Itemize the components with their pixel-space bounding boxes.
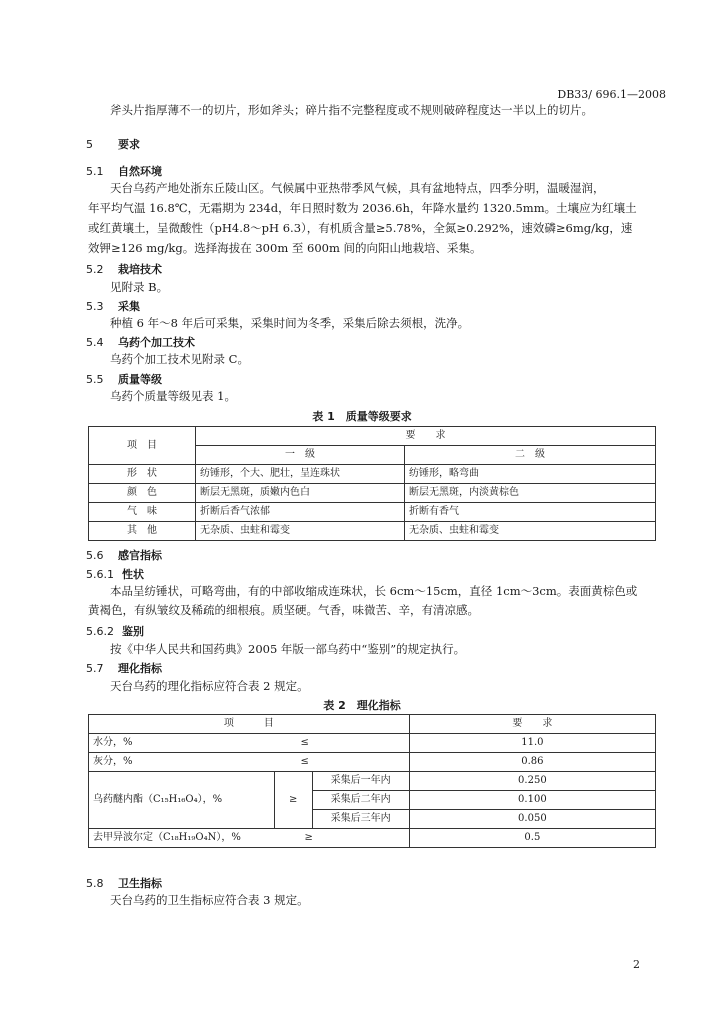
table-row — [89, 753, 656, 772]
operator: ≥ — [304, 832, 313, 843]
section-number: 5.1 — [86, 165, 104, 178]
section-title: 性状 — [122, 568, 144, 581]
page-number: 2 — [633, 958, 640, 971]
header-requirement: 要 求 — [409, 715, 655, 734]
paragraph-line: 黄褐色，有纵皱纹及稀疏的细根痕。质坚硬。气香，味微苦、辛，有清凉感。 — [88, 603, 479, 617]
row-grade-2: 断层无黑斑，内淡黄棕色 — [405, 484, 656, 503]
row-grade-1: 折断后香气浓郁 — [196, 503, 405, 522]
row-item — [89, 734, 410, 753]
section-title: 卫生指标 — [118, 877, 162, 890]
paragraph: 种植 6 年～8 年后可采集，采集时间为冬季，采集后除去须根，洗净。 — [110, 316, 470, 330]
table-2-caption: 表 2 理化指标 — [323, 699, 401, 712]
paragraph-line: 本品呈纺锤状，可略弯曲，有的中部收缩成连珠状，长 6cm～15cm，直径 1cm～3cm。表面黄棕色或 — [110, 584, 638, 598]
item-name: 水分，% — [93, 737, 133, 748]
row-item: 颜 色 — [89, 484, 196, 503]
row-item: 气 味 — [89, 503, 196, 522]
row-item — [89, 753, 410, 772]
section-heading — [86, 298, 140, 314]
paragraph-line: 年平均气温 16.8℃，无霜期为 234d，年日照时数为 2036.6h，年降水量约 1320.5mm。土壤应为红壤土 — [88, 201, 637, 215]
paragraph: 按《中华人民共和国药典》2005 年版一部乌药中“鉴别”的规定执行。 — [110, 642, 466, 656]
row-value: 11.0 — [409, 734, 655, 753]
section-heading — [86, 136, 140, 152]
item-name: 灰分，% — [93, 756, 133, 767]
header-grade-1: 一 级 — [196, 446, 405, 465]
table-header-row — [89, 715, 656, 734]
header-item: 项 目 — [89, 427, 196, 465]
table-row — [89, 734, 656, 753]
paragraph: 天台乌药的卫生指标应符合表 3 规定。 — [110, 893, 309, 907]
row-grade-1: 断层无黑斑，质嫩内色白 — [196, 484, 405, 503]
table-row — [89, 465, 656, 484]
row-item: 其 他 — [89, 522, 196, 541]
section-title: 理化指标 — [118, 662, 162, 675]
table-header-row — [89, 427, 656, 446]
section-title: 栽培技术 — [118, 263, 162, 276]
section-number: 5 — [86, 138, 93, 151]
sub-item: 采集后二年内 — [312, 791, 409, 810]
section-heading — [86, 566, 144, 582]
table-row — [89, 522, 656, 541]
row-grade-1: 无杂质、虫蛀和霉变 — [196, 522, 405, 541]
paragraph: 乌药个质量等级见表 1。 — [110, 389, 236, 403]
section-number: 5.6 — [86, 549, 104, 562]
section-title: 质量等级 — [118, 373, 162, 386]
row-value: 0.050 — [409, 810, 655, 829]
section-number: 5.4 — [86, 336, 104, 349]
paragraph: 乌药个加工技术见附录 C。 — [110, 352, 249, 366]
paragraph: 见附录 B。 — [110, 280, 169, 294]
section-number: 5.8 — [86, 877, 104, 890]
quality-grade-table — [88, 426, 656, 541]
operator: ≤ — [300, 737, 309, 748]
header-item: 项 目 — [89, 715, 410, 734]
operator: ≥ — [274, 772, 312, 829]
section-title: 乌药个加工技术 — [118, 336, 195, 349]
item-name: 去甲异波尔定（C₁₈H₁₉O₄N），% — [93, 832, 241, 843]
section-title: 感官指标 — [118, 549, 162, 562]
table-row — [89, 503, 656, 522]
paragraph-line: 效钾≥126 mg/kg。选择海拔在 300m 至 600m 间的向阳山地栽培、采集。 — [88, 241, 482, 255]
row-grade-2: 无杂质、虫蛀和霉变 — [405, 522, 656, 541]
section-heading — [86, 547, 162, 563]
header-grade-2: 二 级 — [405, 446, 656, 465]
section-heading — [86, 334, 195, 350]
row-grade-1: 纺锤形，个大、肥壮，呈连珠状 — [196, 465, 405, 484]
sub-item: 采集后三年内 — [312, 810, 409, 829]
row-item: 乌药醚内酯（C₁₅H₁₆O₄），% — [89, 772, 275, 829]
physicochemical-table — [88, 714, 656, 848]
section-number: 5.2 — [86, 263, 104, 276]
section-heading — [86, 660, 162, 676]
standard-code: DB33/ 696.1—2008 — [557, 88, 666, 101]
section-number: 5.3 — [86, 300, 104, 313]
section-heading — [86, 623, 144, 639]
paragraph-line: 或红黄壤土，呈微酸性（pH4.8～pH 6.3），有机质含量≥5.78%，全氮≥0.292%，速效磷≥6mg/kg，速 — [88, 221, 633, 235]
section-title: 要求 — [118, 138, 140, 151]
row-value: 0.86 — [409, 753, 655, 772]
section-number: 5.6.2 — [86, 625, 114, 638]
section-heading — [86, 875, 162, 891]
section-heading — [86, 163, 162, 179]
table-row — [89, 829, 656, 848]
row-item — [89, 829, 410, 848]
section-number: 5.7 — [86, 662, 104, 675]
row-value: 0.5 — [409, 829, 655, 848]
section-title: 鉴别 — [122, 625, 144, 638]
row-item: 形 状 — [89, 465, 196, 484]
section-number: 5.5 — [86, 373, 104, 386]
table-row — [89, 484, 656, 503]
operator: ≤ — [300, 756, 309, 767]
row-value: 0.250 — [409, 772, 655, 791]
paragraph: 斧头片指厚薄不一的切片，形如斧头；碎片指不完整程度或不规则破碎程度达一半以上的切片。 — [110, 103, 593, 117]
section-heading — [86, 261, 162, 277]
paragraph-line: 天台乌药产地处浙东丘陵山区。气候属中亚热带季风气候，具有盆地特点，四季分明，温暖湿润， — [110, 181, 605, 195]
row-value: 0.100 — [409, 791, 655, 810]
table-row — [89, 772, 656, 791]
section-heading — [86, 371, 162, 387]
section-number: 5.6.1 — [86, 568, 114, 581]
paragraph: 天台乌药的理化指标应符合表 2 规定。 — [110, 679, 309, 693]
section-title: 自然环境 — [118, 165, 162, 178]
table-1-caption: 表 1 质量等级要求 — [312, 410, 412, 423]
section-title: 采集 — [118, 300, 140, 313]
row-grade-2: 纺锤形，略弯曲 — [405, 465, 656, 484]
sub-item: 采集后一年内 — [312, 772, 409, 791]
row-grade-2: 折断有香气 — [405, 503, 656, 522]
header-requirement: 要 求 — [196, 427, 656, 446]
